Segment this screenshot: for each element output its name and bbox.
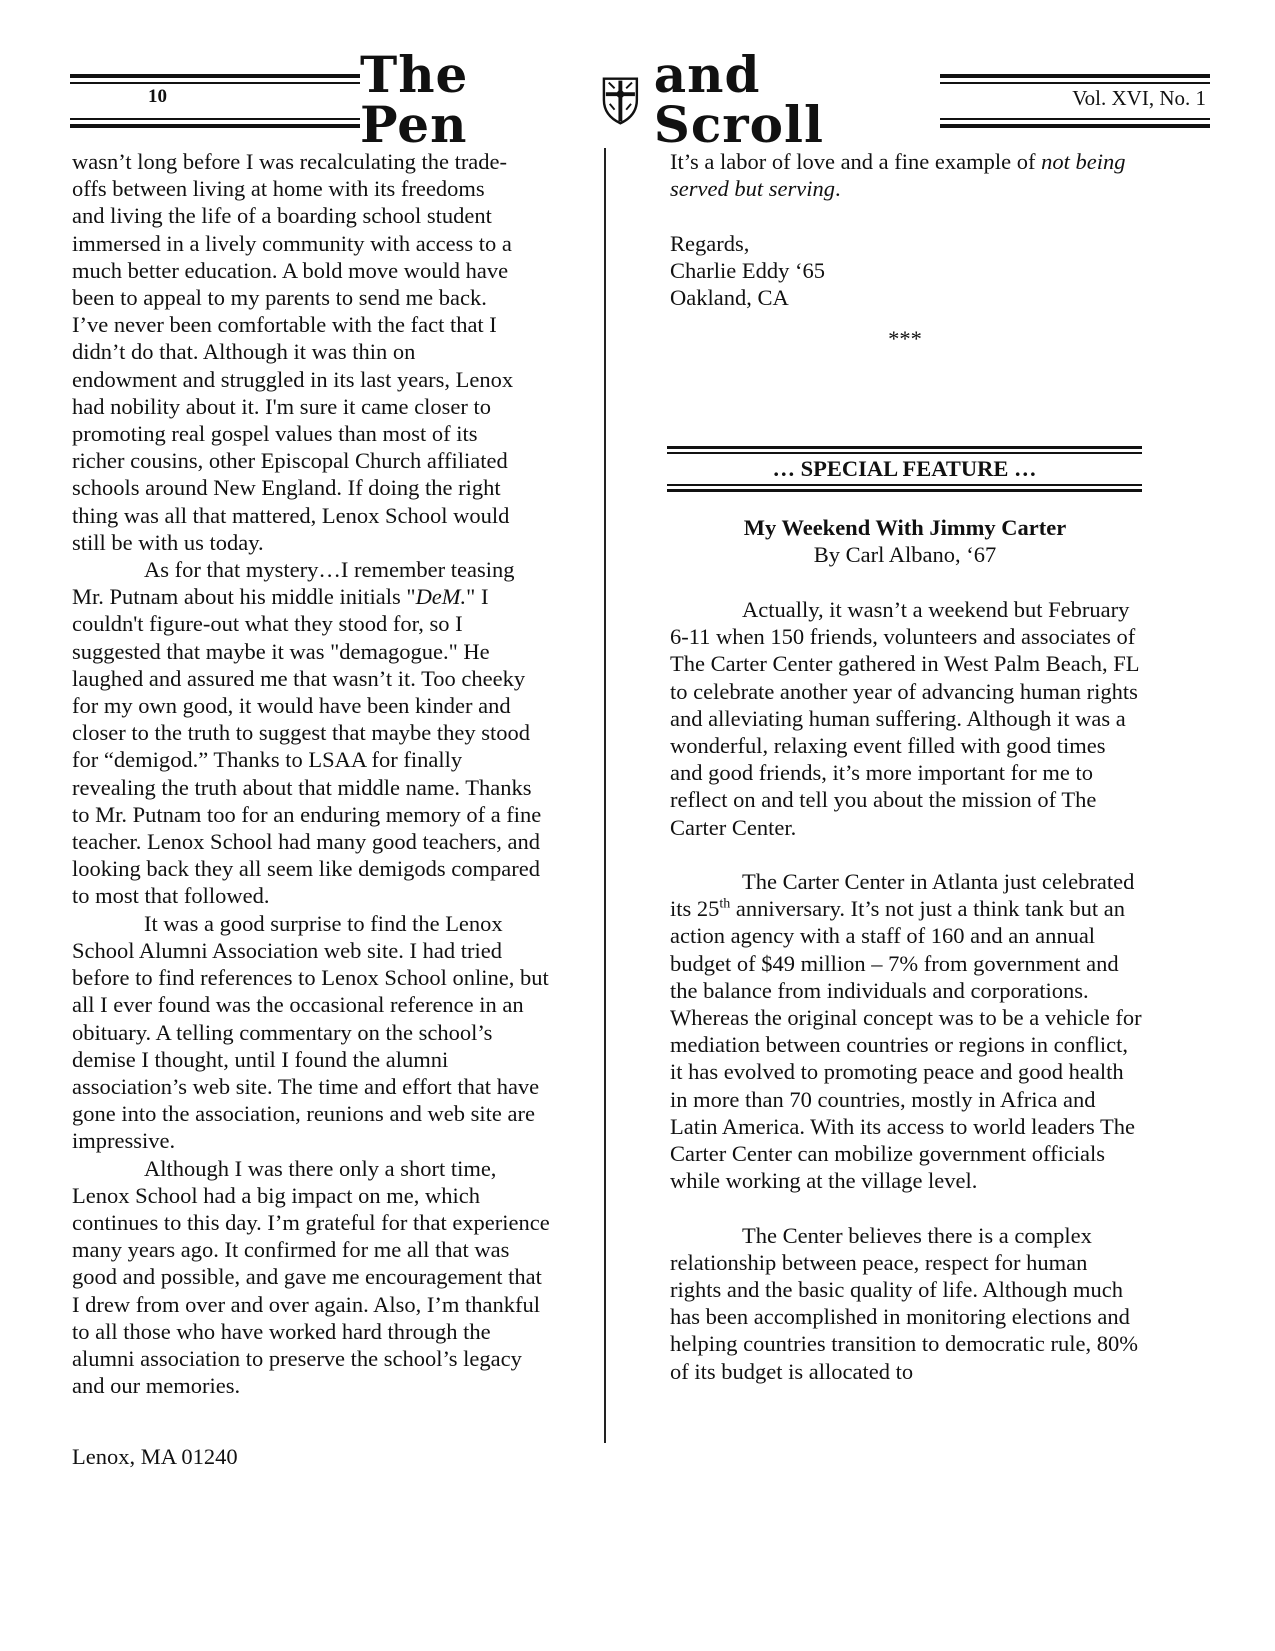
signoff: Regards, (670, 230, 750, 256)
letter-closing-paragraph: It’s a labor of love and a fine example of not being served but serving. (670, 149, 1126, 202)
page-number: 10 (148, 86, 167, 107)
article-byline: By Carl Albano, ‘67 (813, 542, 997, 568)
text-line: richer cousins, other Episcopal Church affiliated (72, 448, 508, 474)
text-line: been to appeal to my parents to send me back. (72, 285, 487, 311)
title-part-2: and Scroll (653, 45, 824, 154)
left-paragraph-3: It was a good surprise to find the Lenox School Alumni Association web site. I had tried before to find references to Lenox School online, but all I ever found was the occasional reference in an obituary. A telling commentary on the school’s demise I thought, until I found the alumni association’s web site. The time and effort that have gone into the association, reunions and web site are impressive. (72, 910, 549, 1154)
mailing-address: Lenox, MA 01240 (72, 1444, 238, 1469)
article-paragraph-2: The Carter Center in Atlanta just celebrated its 25th anniversary. It’s not just a think tank but an action agency with a staff of 160 and an annual budget of $49 million – 7% from government and the balance from individuals and corporations. Whereas the original concept was to be a vehicle for mediation between countries or regions in conflict, it has evolved to promoting peace and good health in more than 70 countries, mostly in Africa and Latin America. With its access to world leaders The Carter Center can mobilize government officials while working at the village level. (670, 869, 1142, 1194)
text-line: schools around New England. If doing the right (72, 475, 501, 501)
text-line: had nobility about it. I'm sure it came closer to (72, 393, 491, 419)
text-line: didn’t do that. Although it was thin on (72, 339, 416, 365)
newsletter-title (360, 45, 940, 154)
crest-icon (601, 74, 640, 126)
text-line: and living the life of a boarding school student (72, 203, 492, 229)
text-line: much better education. A bold move would have (72, 257, 509, 283)
title-part-1: The Pen (360, 45, 469, 154)
text-line: endowment and struggled in its last years, Lenox (72, 366, 514, 392)
left-paragraph-1 (72, 148, 550, 556)
article-paragraph-3: The Center believes there is a complex relationship between peace, respect for human rights and the basic quality of life. Although much has been accomplished in monitoring elections and helping countries transition to democratic rule, 80% of its budget is allocated to (670, 1222, 1138, 1384)
left-paragraph-2: As for that mystery…I remember teasing Mr. Putnam about his middle initials "DeM." I couldn't figure-out what they stood for, so I suggested that maybe it was "demagogue." He laughed and assured me that wasn’t it. Too cheeky for my own good, it would have been kinder and closer to the truth to suggest that maybe they stood for “demigod.” Thanks to LSAA for finally revealing the truth about that middle name. Thanks to Mr. Putnam too for an enduring memory of a fine teacher. Lenox School had many good teachers, and looking back they all seem like demigods compared to most that followed. (72, 557, 542, 909)
article-body (670, 596, 1142, 1385)
article-paragraph-1: Actually, it wasn’t a weekend but February 6-11 when 150 friends, volunteers and associates of The Carter Center gathered in West Palm Beach, FL to celebrate another year of advancing human rights and alleviating human suffering. Although it was a wonderful, relaxing event filled with good times and good friends, it’s more important for me to reflect on and tell you about the mission of The Carter Center. (670, 597, 1139, 840)
text-line: promoting real gospel values than most of its (72, 421, 478, 447)
left-paragraph-4: Although I was there only a short time, Lenox School had a big impact on me, which continues to this day. I’m grateful for that experience many years ago. It confirmed for me all that was good and possible, and gave me encouragement that I drew from over and over again. Also, I’m thankful to all those who have worked hard through the alumni association to preserve the school’s legacy and our memories. (72, 1155, 550, 1399)
feature-label: … SPECIAL FEATURE … (772, 456, 1037, 481)
text-line: I’ve never been comfortable with the fact that I (72, 312, 497, 338)
text-line: still be with us today. (72, 529, 264, 555)
signer-name: Charlie Eddy ‘65 (670, 257, 825, 283)
masthead (70, 45, 1210, 154)
column-divider (604, 148, 606, 1443)
article-title: My Weekend With Jimmy Carter (743, 515, 1067, 540)
left-column (72, 148, 550, 1399)
special-feature-banner (667, 446, 1142, 492)
text-line: immersed in a lively community with access to a (72, 230, 512, 256)
article-header (670, 514, 1140, 568)
signer-location: Oakland, CA (670, 285, 789, 310)
text-line: thing was all that mattered, Lenox School would (72, 502, 510, 528)
masthead-left-rules (70, 74, 360, 130)
section-separator: *** (888, 326, 922, 352)
right-column (670, 148, 1140, 352)
volume-issue: Vol. XVI, No. 1 (1072, 86, 1206, 110)
text-line: offs between living at home with its freedoms (72, 176, 485, 202)
text-line: wasn’t long before I was recalculating the trade- (72, 149, 508, 174)
